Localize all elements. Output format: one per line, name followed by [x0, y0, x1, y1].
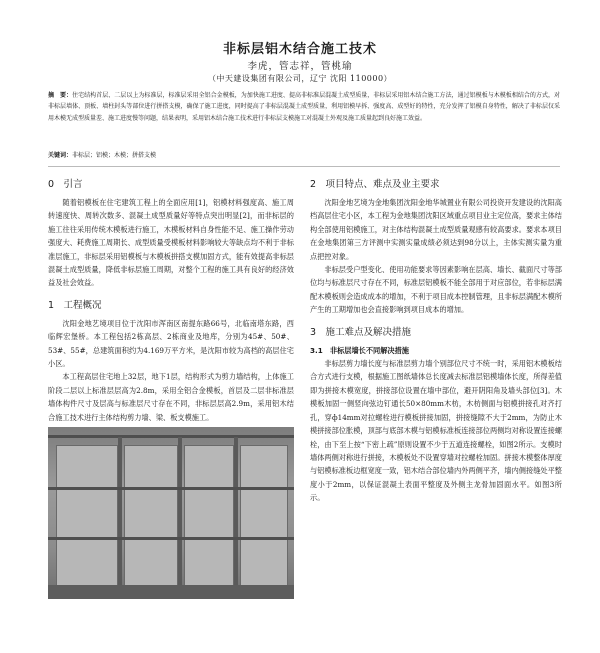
- abstract: [48, 90, 560, 124]
- section-2-heading: 2 项目特点、难点及业主要求: [310, 179, 440, 190]
- section-1-heading: 1 工程概况: [48, 299, 102, 311]
- keywords: [48, 150, 560, 161]
- left-column: [48, 177, 294, 603]
- section-3-1-paragraph-1: 非标层剪力墙长度与标准层剪力墙个别部位尺寸不统一时，采用铝木模板结合方式进行支模，根据施工图纸墙体总长度减去标准层铝模墙体长度，所得差值即为拼接木模宽度，拼接部位设置在墙中部位，避开阴阳角及墙头部位[3]。木模板加固一侧竖向弦边钉通长50×80mm木枋，木枋侧面与铝模拼接孔对齐打孔，穿ф14mm对拉螺栓进行模板拼接加固，拼接缝隙不大于2mm，为防止木模拼接部位胀模，顶部与底部木模与铝模标准板连接部位两侧均对称设置连接螺栓，由下至上按“下密上疏”原则设置不少于五道连接螺栓，如图2所示。支模时墙体两侧对称进行拼接，木模板处不设置穿墙对拉螺栓加固。拼接木模整体厚度与铝模标准板边框宽度一致，铝木结合部位墙内外两侧平齐，墙内侧接缝处平整度小于2mm，以保证混凝土表面平整度及外侧主龙骨加固面水平。如图3所示。: [310, 359, 562, 503]
- section-1-paragraph-2: 本工程高层住宅地上32层，地下1层，结构形式为剪力墙结构，上体施工阶段二层以上标准层层高为2.8m，采用全铝合金模板，首层及二层非标准层墙体构件尺寸及层高与标准层尺寸存在不同，非标层层高2.9m，采用铝木结合施工技术进行主体结构剪力墙、梁、板支模施工。: [48, 372, 294, 422]
- section-0-heading: 0 引言: [48, 179, 83, 190]
- section-2-paragraph-2: 非标层受户型变化、使用功能要求等因素影响在层高、墙长、截面尺寸等部位均与标准层尺寸存在不同，标准层铝模板不能全部用于对应部位，若非标层满配木模板则会造成成本的增加，不利于项目成本控制管理，且非标层满配木模所产生的工期增加也会直接影响到项目成本的增加。: [310, 265, 562, 315]
- subsection-3-1-heading: 3.1 非标层墙长不同解决措施: [310, 345, 409, 355]
- paper-affiliation: （中天建设集团有限公司，辽宁 沈阳 110000）: [207, 74, 393, 83]
- abstract-text: 住宅结构首层、二层以上为标准层，标准层采用全铝合金模板，为加快施工进度、提高非标准层混凝土成型质量，非标层采用铝木结合施工方法，通过铝模板与木模板相结合的方式，对非标层墙体、顶板、墙柱封头等部位进行拼搭支模，确保了施工进度，同时提高了非标层混凝土成型质量，利用铝模早拆、强度高、成型好的特性，充分发挥了铝模自身特性，解决了非标层仅采用木模无成型质量差、施工进度慢等问题，结果表明，采用铝木结合施工技术进行非标层支模施工对混凝土外观及施工质量起到良好施工效益。: [48, 92, 560, 122]
- right-column: [310, 177, 562, 505]
- header-divider: [48, 166, 560, 167]
- keywords-label: 关键词：: [48, 152, 73, 159]
- figure-1-photo: [48, 427, 294, 599]
- section-3-heading: 3 施工难点及解决措施: [310, 326, 412, 338]
- paper-title: 非标层铝木结合施工技术: [222, 42, 377, 57]
- section-1-paragraph-1: 沈阳金地艺境项目位于沈阳市浑南区南提东路66号，北临南塔东路，西临辉宏堡桥。本工程包括2栋高层、2栋商业及地库，分别为45#、50#、53#、55#，总建筑面积约为4.169万平方米，是沈阳市较为高档的高层住宅小区。: [48, 318, 294, 369]
- section-0-paragraph-1: 随着铝模板在住宅建筑工程上的全面应用[1]，铝模材料强度高、施工周转速度快、周转次数多、混凝土成型质量好等特点突出明显[2]，而非标层的施工往往采用传统木模板进行施工，木模板材料自身性能不足、施工操作劳动强度大、耗费施工周期长、成型质量受模板材料影响较大等缺点均不利于非标准层施工，非标层采用铝模板与木模板拼搭支模加固方式，能有效提高非标层混凝土成型质量，降低非标层施工周期，对整个工程的施工具有良好的经济效益及社会效益。: [48, 198, 294, 288]
- section-2-paragraph-1: 沈阳金地艺境为金地集团沈阳金地华城置业有限公司投资开发建设的沈阳高档高层住宅小区，本工程为金地集团沈阳区域重点项目业主定位高，要求主体结构全部使用铝模施工，对主体结构混凝土成型质量观感有较高要求。要求本项目在金地集团第三方评测中实测实量成绩必须达到98分以上，主体实测实量为重点把控对象。: [310, 198, 562, 261]
- abstract-label: 摘 要：: [48, 92, 73, 99]
- paper-authors: 李虎，管志祥，管桃瑜: [247, 61, 353, 72]
- keywords-text: 非标层；铝模；木模；拼搭支模: [72, 152, 157, 159]
